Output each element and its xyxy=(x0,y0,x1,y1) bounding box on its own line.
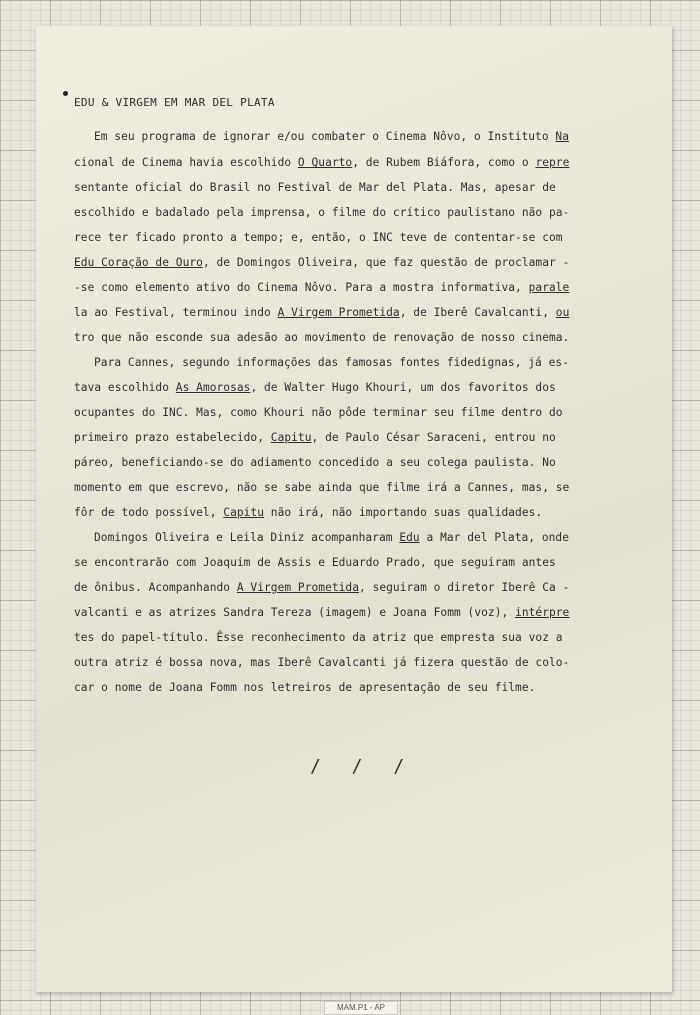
text-line: sentante oficial do Brasil no Festival de Mar del Plata. Mas, apesar de xyxy=(74,181,556,194)
text-line: tes do papel-título. Êsse reconhecimento da atriz que empresta sua voz a xyxy=(74,631,563,644)
text-line: fôr de todo possível, Capitu não irá, não importando suas qualidades. xyxy=(74,506,543,519)
text-line: cional de Cinema havia escolhido O Quarto, de Rubem Biáfora, como o repre xyxy=(74,156,570,169)
text-line: rece ter ficado pronto a tempo; e, então, o INC teve de contentar-se com xyxy=(74,231,563,244)
text-line: la ao Festival, terminou indo A Virgem Prometida, de Iberê Cavalcanti, ou xyxy=(74,306,570,319)
text-line: Em seu programa de ignorar e/ou combater o Cinema Nôvo, o Instituto Na xyxy=(94,130,569,143)
text-line: valcanti e as atrizes Sandra Tereza (imagem) e Joana Fomm (voz), intérpre xyxy=(74,606,570,619)
text-line: ocupantes do INC. Mas, como Khouri não pôde terminar seu filme dentro do xyxy=(74,406,563,419)
archive-label: MAM.P1 - AP xyxy=(324,1001,398,1015)
text-line: tro que não esconde sua adesão ao movimento de renovação de nosso cinema. xyxy=(74,331,570,344)
text-line: de ônibus. Acompanhando A Virgem Prometida, seguiram o diretor Iberê Ca - xyxy=(74,581,570,594)
text-line: outra atriz é bossa nova, mas Iberê Cavalcanti já fizera questão de colo- xyxy=(74,656,570,669)
punch-hole-mark xyxy=(63,91,68,96)
text-line: -se como elemento ativo do Cinema Nôvo. Para a mostra informativa, parale xyxy=(74,281,570,294)
text-line: escolhido e badalado pela imprensa, o filme do crítico paulistano não pa- xyxy=(74,206,570,219)
document-page xyxy=(36,26,672,992)
text-line: Domingos Oliveira e Leila Diniz acompanharam Edu a Mar del Plata, onde xyxy=(94,531,569,544)
text-line: se encontrarão com Joaquim de Assis e Eduardo Prado, que seguiram antes xyxy=(74,556,556,569)
text-line: Para Cannes, segundo informações das famosas fontes fidedignas, já es- xyxy=(94,356,569,369)
text-line: Edu Coração de Ouro, de Domingos Oliveira, que faz questão de proclamar - xyxy=(74,256,570,269)
text-line: primeiro prazo estabelecido, Capitu, de Paulo César Saraceni, entrou no xyxy=(74,431,556,444)
text-line: páreo, beneficiando-se do adiamento concedido a seu colega paulista. No xyxy=(74,456,556,469)
text-line: momento em que escrevo, não se sabe ainda que filme irá a Cannes, mas, se xyxy=(74,481,570,494)
text-line: car o nome de Joana Fomm nos letreiros de apresentação de seu filme. xyxy=(74,681,536,694)
document-title: EDU & VIRGEM EM MAR DEL PLATA xyxy=(74,96,275,109)
text-line: tava escolhido As Amorosas, de Walter Hugo Khouri, um dos favoritos dos xyxy=(74,381,556,394)
end-marks: / / / xyxy=(310,756,415,777)
